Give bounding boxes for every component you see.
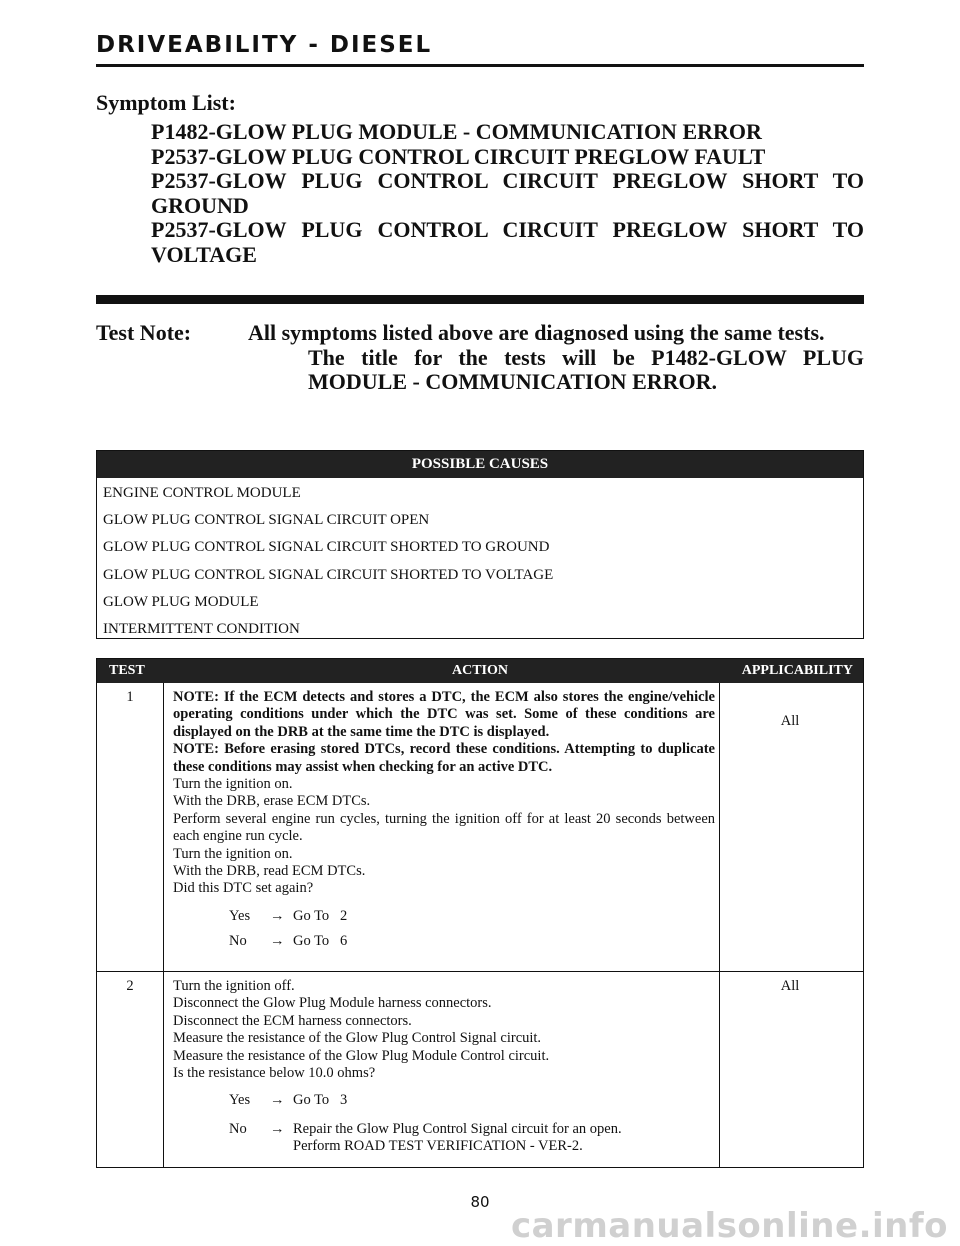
note-text: NOTE: If the ECM detects and stores a DTC, the ECM also stores the engine/vehicle operating conditions under which the DTC was set. Some of these conditions are displayed on the DRB at the same time the DTC is displayed. bbox=[173, 689, 715, 740]
step-text: Disconnect the Glow Plug Module harness connectors. bbox=[173, 995, 492, 1012]
applicability-cell: All bbox=[780, 713, 800, 729]
step-text: With the DRB, read ECM DTCs. bbox=[173, 863, 366, 880]
step-text: Did this DTC set again? bbox=[173, 880, 314, 897]
cause-item: GLOW PLUG CONTROL SIGNAL CIRCUIT SHORTED TO VOLTAGE bbox=[103, 566, 554, 583]
watermark: carmanualsonline.info bbox=[510, 1206, 948, 1246]
table-row bbox=[97, 683, 863, 971]
applicability-cell: All bbox=[780, 978, 800, 994]
note-text: NOTE: Before erasing stored DTCs, record these conditions. Attempting to duplicate these conditions may assist when checking for an active DTC. bbox=[173, 741, 715, 775]
test-number: 1 bbox=[126, 689, 134, 705]
yes-result: Go To 3 bbox=[293, 1092, 348, 1109]
step-text: Turn the ignition off. bbox=[173, 978, 295, 994]
test-table bbox=[96, 658, 864, 1168]
action-cell bbox=[173, 978, 715, 1157]
step-text: Disconnect the ECM harness connectors. bbox=[173, 1012, 412, 1029]
symptom-item: P2537-GLOW PLUG CONTROL CIRCUIT PREGLOW SHORT TO VOLTAGE bbox=[151, 217, 864, 267]
symptom-item: P2537-GLOW PLUG CONTROL CIRCUIT PREGLOW SHORT TO GROUND bbox=[151, 168, 864, 218]
table-row bbox=[97, 971, 863, 1168]
page-number: 80 bbox=[470, 1193, 490, 1211]
step-text: Turn the ignition on. bbox=[173, 845, 293, 862]
possible-causes-table bbox=[96, 450, 864, 639]
section-header: DRIVEABILITY - DIESEL bbox=[96, 32, 864, 67]
no-label: No bbox=[229, 932, 247, 949]
action-column-header: ACTION bbox=[451, 663, 508, 678]
arrow-icon: → bbox=[270, 1092, 285, 1109]
step-text: With the DRB, erase ECM DTCs. bbox=[173, 793, 371, 810]
test-note-line2: The title for the tests will be P1482-GLOW PLUG MODULE - COMMUNICATION ERROR. bbox=[308, 344, 864, 394]
no-result-followup: Perform ROAD TEST VERIFICATION - VER-2. bbox=[293, 1138, 583, 1155]
step-text: Measure the resistance of the Glow Plug Module Control circuit. bbox=[173, 1047, 550, 1064]
cause-item: GLOW PLUG CONTROL SIGNAL CIRCUIT OPEN bbox=[103, 512, 430, 529]
cause-item: ENGINE CONTROL MODULE bbox=[103, 485, 301, 501]
step-text: Is the resistance below 10.0 ohms? bbox=[173, 1065, 376, 1082]
no-branch bbox=[173, 1121, 715, 1157]
cause-item: INTERMITTENT CONDITION bbox=[103, 620, 300, 637]
test-table-header bbox=[97, 659, 863, 683]
yes-label: Yes bbox=[229, 907, 251, 924]
arrow-icon: → bbox=[270, 907, 285, 924]
symptom-item: P2537-GLOW PLUG CONTROL CIRCUIT PREGLOW FAULT bbox=[151, 143, 766, 169]
arrow-icon: → bbox=[270, 932, 285, 949]
test-column-header: TEST bbox=[109, 663, 145, 678]
test-note-label: Test Note: bbox=[96, 320, 192, 345]
step-text: Perform several engine run cycles, turning the ignition off for at least 20 seconds between each engine run cycle. bbox=[173, 810, 715, 845]
yes-branch bbox=[173, 908, 715, 931]
yes-branch bbox=[173, 1092, 715, 1115]
arrow-icon: → bbox=[270, 1121, 285, 1138]
yes-label: Yes bbox=[229, 1092, 251, 1109]
symptom-list-label: Symptom List: bbox=[96, 90, 236, 115]
action-cell bbox=[173, 689, 715, 956]
section-divider bbox=[96, 295, 864, 304]
test-number: 2 bbox=[126, 978, 134, 994]
no-result: Repair the Glow Plug Control Signal circuit for an open. bbox=[293, 1121, 622, 1138]
symptom-list bbox=[151, 120, 864, 267]
applicability-column-header: APPLICABILITY bbox=[741, 663, 853, 678]
test-note-line1: All symptoms listed above are diagnosed using the same tests. bbox=[248, 320, 825, 345]
step-text: Measure the resistance of the Glow Plug Control Signal circuit. bbox=[173, 1030, 542, 1047]
cause-item: GLOW PLUG CONTROL SIGNAL CIRCUIT SHORTED TO GROUND bbox=[103, 539, 550, 556]
no-branch bbox=[173, 933, 715, 956]
yes-result: Go To 2 bbox=[293, 907, 348, 924]
cause-item: GLOW PLUG MODULE bbox=[103, 593, 259, 610]
possible-causes-header: POSSIBLE CAUSES bbox=[97, 451, 863, 478]
symptom-item: P1482-GLOW PLUG MODULE - COMMUNICATION ERROR bbox=[151, 119, 762, 144]
step-text: Turn the ignition on. bbox=[173, 776, 293, 793]
no-result: Go To 6 bbox=[293, 932, 348, 949]
no-label: No bbox=[229, 1121, 247, 1138]
